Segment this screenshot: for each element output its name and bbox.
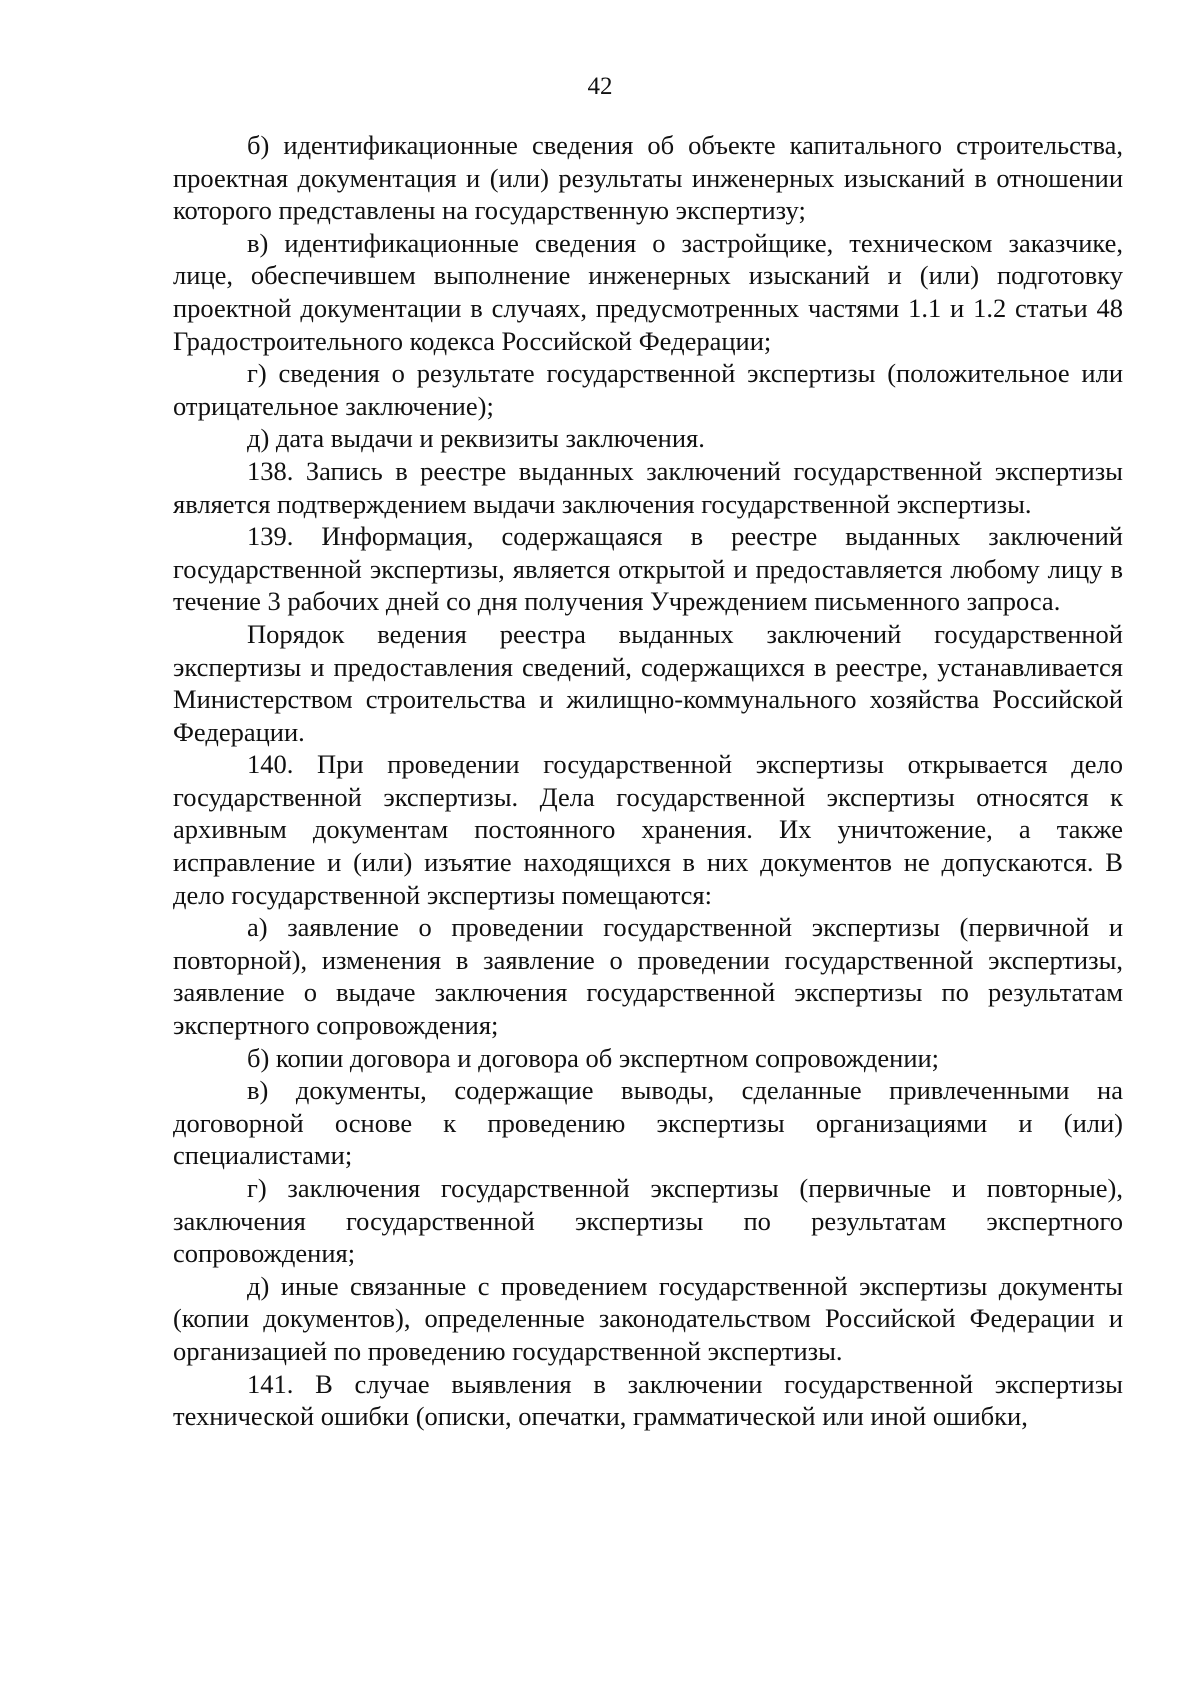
paragraph-b-identification-object: б) идентификационные сведения об объекте капитального строительства, проектная документация и (или) результаты инженерных изысканий в отношении которого представлены на государственную экспертизу; — [173, 130, 1123, 226]
paragraph-g-expertise-result: г) сведения о результате государственной экспертизы (положительное или отрицательное заключение); — [173, 358, 1123, 421]
paragraph-a-application: а) заявление о проведении государственной экспертизы (первичной и повторной), изменения в заявление о проведении государственной экспертизы, заявление о выдаче заключения государственной экспертизы по результатам экспертного сопровождения; — [173, 912, 1123, 1041]
paragraph-d-issue-date: д) дата выдачи и реквизиты заключения. — [247, 423, 705, 454]
document-body — [173, 129, 1123, 1433]
paragraph-v-identification-developer: в) идентификационные сведения о застройщике, техническом заказчике, лице, обеспечившем выполнение инженерных изысканий и (или) подготовку проектной документации в случаях, предусмотренных частями 1.1 и 1.2 статьи 48 Градостроительного кодекса Российской Федерации; — [173, 227, 1123, 356]
paragraph-138: 138. Запись в реестре выданных заключений государственной экспертизы является подтверждением выдачи заключения государственной экспертизы. — [173, 455, 1123, 519]
page-number: 42 — [587, 73, 613, 100]
paragraph-b-contract-copies: б) копии договора и договора об экспертном сопровождении; — [247, 1042, 940, 1073]
paragraph-140: 140. При проведении государственной экспертизы открывается дело государственной экспертизы. Дела государственной экспертизы относятся к архивным документам постоянного хранения. Их уничтожение, а также исправление и (или) изъятие находящихся в них документов не допускаются. В дело государственной экспертизы помещаются: — [173, 749, 1123, 910]
paragraph-g-expertise-conclusions: г) заключения государственной экспертизы (первичные и повторные), заключения государственной экспертизы по результатам экспертного сопровождения; — [173, 1173, 1123, 1269]
paragraph-d-other-documents: д) иные связанные с проведением государственной экспертизы документы (копии документов), определенные законодательством Российской Федерации и организацией по проведению государственной экспертизы. — [173, 1270, 1123, 1366]
paragraph-v-documents-conclusions: в) документы, содержащие выводы, сделанные привлеченными на договорной основе к проведению экспертизы организациями и (или) специалистами; — [173, 1075, 1123, 1171]
paragraph-141: 141. В случае выявления в заключении государственной экспертизы технической ошибки (описки, опечатки, грамматической или иной ошибки, — [173, 1368, 1123, 1432]
paragraph-139: 139. Информация, содержащаяся в реестре выданных заключений государственной экспертизы, является открытой и предоставляется любому лицу в течение 3 рабочих дней со дня получения Учреждением письменного запроса. — [173, 521, 1123, 617]
paragraph-registry-procedure: Порядок ведения реестра выданных заключений государственной экспертизы и предоставления сведений, содержащихся в реестре, устанавливается Министерством строительства и жилищно-коммунального хозяйства Российской Федерации. — [173, 618, 1123, 747]
